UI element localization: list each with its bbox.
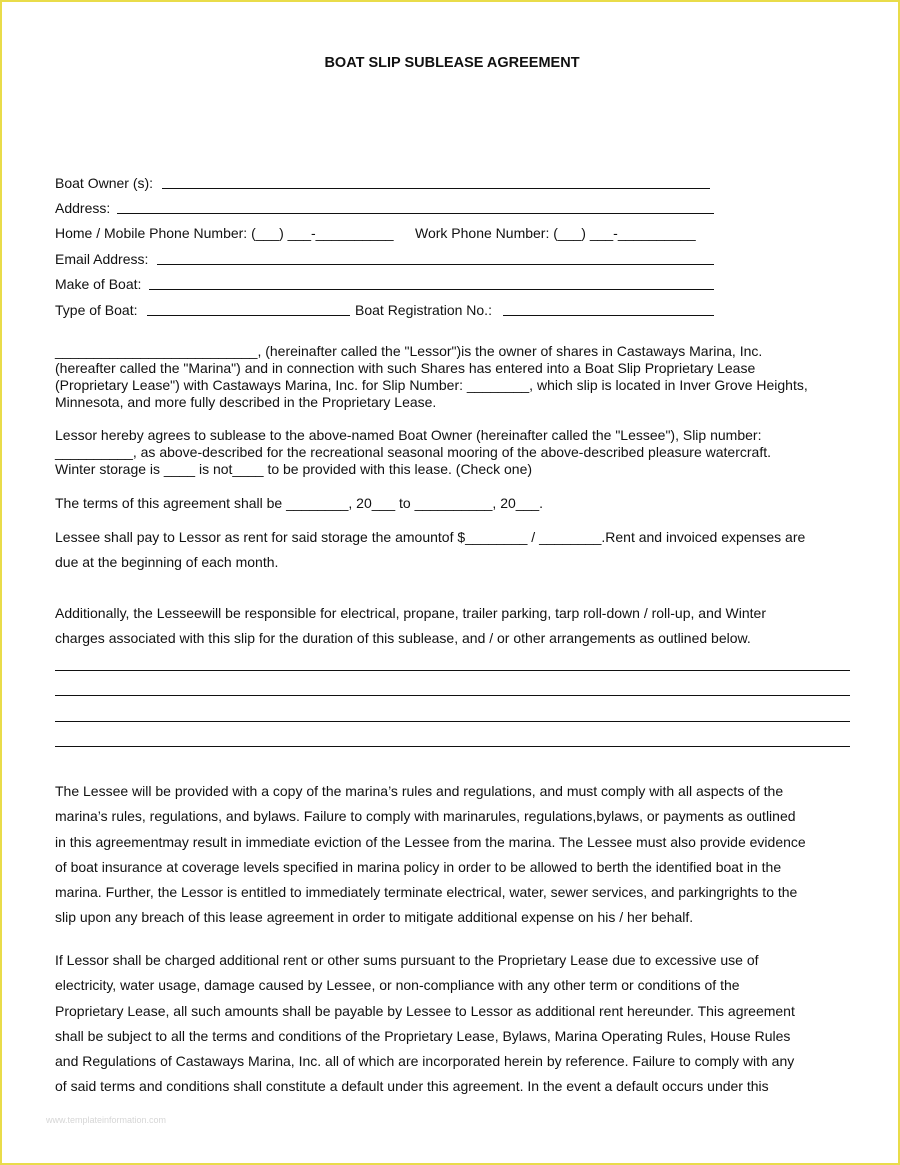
terms-paragraph: The terms of this agreement shall be ________, 20___ to __________, 20___. <box>55 495 544 511</box>
arrangements-line[interactable] <box>55 695 850 696</box>
work-phone-label: Work Phone Number: (___) ___-__________ <box>415 225 696 241</box>
boat-owner-label: Boat Owner (s): <box>55 175 154 191</box>
arrangements-line[interactable] <box>55 670 850 671</box>
home-phone-label: Home / Mobile Phone Number: (___) ___-__________ <box>55 225 394 241</box>
make-of-boat-blank[interactable] <box>149 289 714 290</box>
boat-owner-blank[interactable] <box>162 188 710 189</box>
rules-paragraph: The Lessee will be provided with a copy of the marina’s rules and regulations, and must comply with all aspects of the marina’s rules, regulations, and bylaws. Failure to comply with marinarules, regulations,bylaws, or payments as outlined in this agreementmay result in immediate eviction of the Lessee from the marina. The Lessee must also provide evidence of boat insurance at coverage levels specified in marina policy in order to be allowed to berth the identified boat in the marina. Further, the Lessor is entitled to immediately terminate electrical, water, sewer services, and parkingrights to the slip upon any breach of this lease agreement in order to mitigate additional expense on his / her behalf. <box>55 783 806 926</box>
sublease-paragraph: Lessor hereby agrees to sublease to the above-named Boat Owner (hereinafter called the "Lessee"), Slip number: __________, as above-described for the recreational seasonal mooring of the above-described pleasure watercraft. Winter storage is ____ is not____ to be provided with this lease. (Check one) <box>55 427 771 477</box>
arrangements-line[interactable] <box>55 746 850 747</box>
address-blank[interactable] <box>117 213 714 214</box>
make-of-boat-label: Make of Boat: <box>55 276 142 292</box>
document-title: BOAT SLIP SUBLEASE AGREEMENT <box>324 55 580 71</box>
rent-paragraph: Lessee shall pay to Lessor as rent for said storage the amountof $________ / ________.Rent and invoiced expenses are due at the beginning of each month. <box>55 529 806 571</box>
registration-label: Boat Registration No.: <box>355 302 492 318</box>
lessor-paragraph: __________________________, (hereinafter called the "Lessor")is the owner of shares in Castaways Marina, Inc. (hereafter called the "Marina") and in connection with such Shares has entered into a Boat Slip Proprietary Lease (Proprietary Lease") with Castaways Marina, Inc. for Slip Number: ________, which slip is located in Inver Grove Heights, Minnesota, and more fully described in the Proprietary Lease. <box>55 343 808 410</box>
watermark: www.templateinformation.com <box>46 1115 167 1125</box>
address-label: Address: <box>55 200 111 216</box>
email-blank[interactable] <box>157 264 714 265</box>
additional-rent-paragraph: If Lessor shall be charged additional rent or other sums pursuant to the Proprietary Lease due to excessive use of electricity, water usage, damage caused by Lessee, or non-compliance with any other term or conditions of the Proprietary Lease, all such amounts shall be payable by Lessee to Lessor as additional rent hereunder. This agreement shall be subject to all the terms and conditions of the Proprietary Lease, Bylaws, Marina Operating Rules, House Rules and Regulations of Castaways Marina, Inc. all of which are incorporated herein by reference. Failure to comply with any of said terms and conditions shall constitute a default under this agreement. In the event a default occurs under this <box>55 952 795 1095</box>
type-of-boat-label: Type of Boat: <box>55 302 138 318</box>
email-label: Email Address: <box>55 251 149 267</box>
registration-blank[interactable] <box>503 315 714 316</box>
arrangements-line[interactable] <box>55 721 850 722</box>
additional-charges-paragraph: Additionally, the Lesseewill be responsible for electrical, propane, trailer parking, tarp roll-down / roll-up, and Winter charges associated with this slip for the duration of this sublease, and / or other arrangements as outlined below. <box>55 605 766 647</box>
type-of-boat-blank[interactable] <box>147 315 350 316</box>
